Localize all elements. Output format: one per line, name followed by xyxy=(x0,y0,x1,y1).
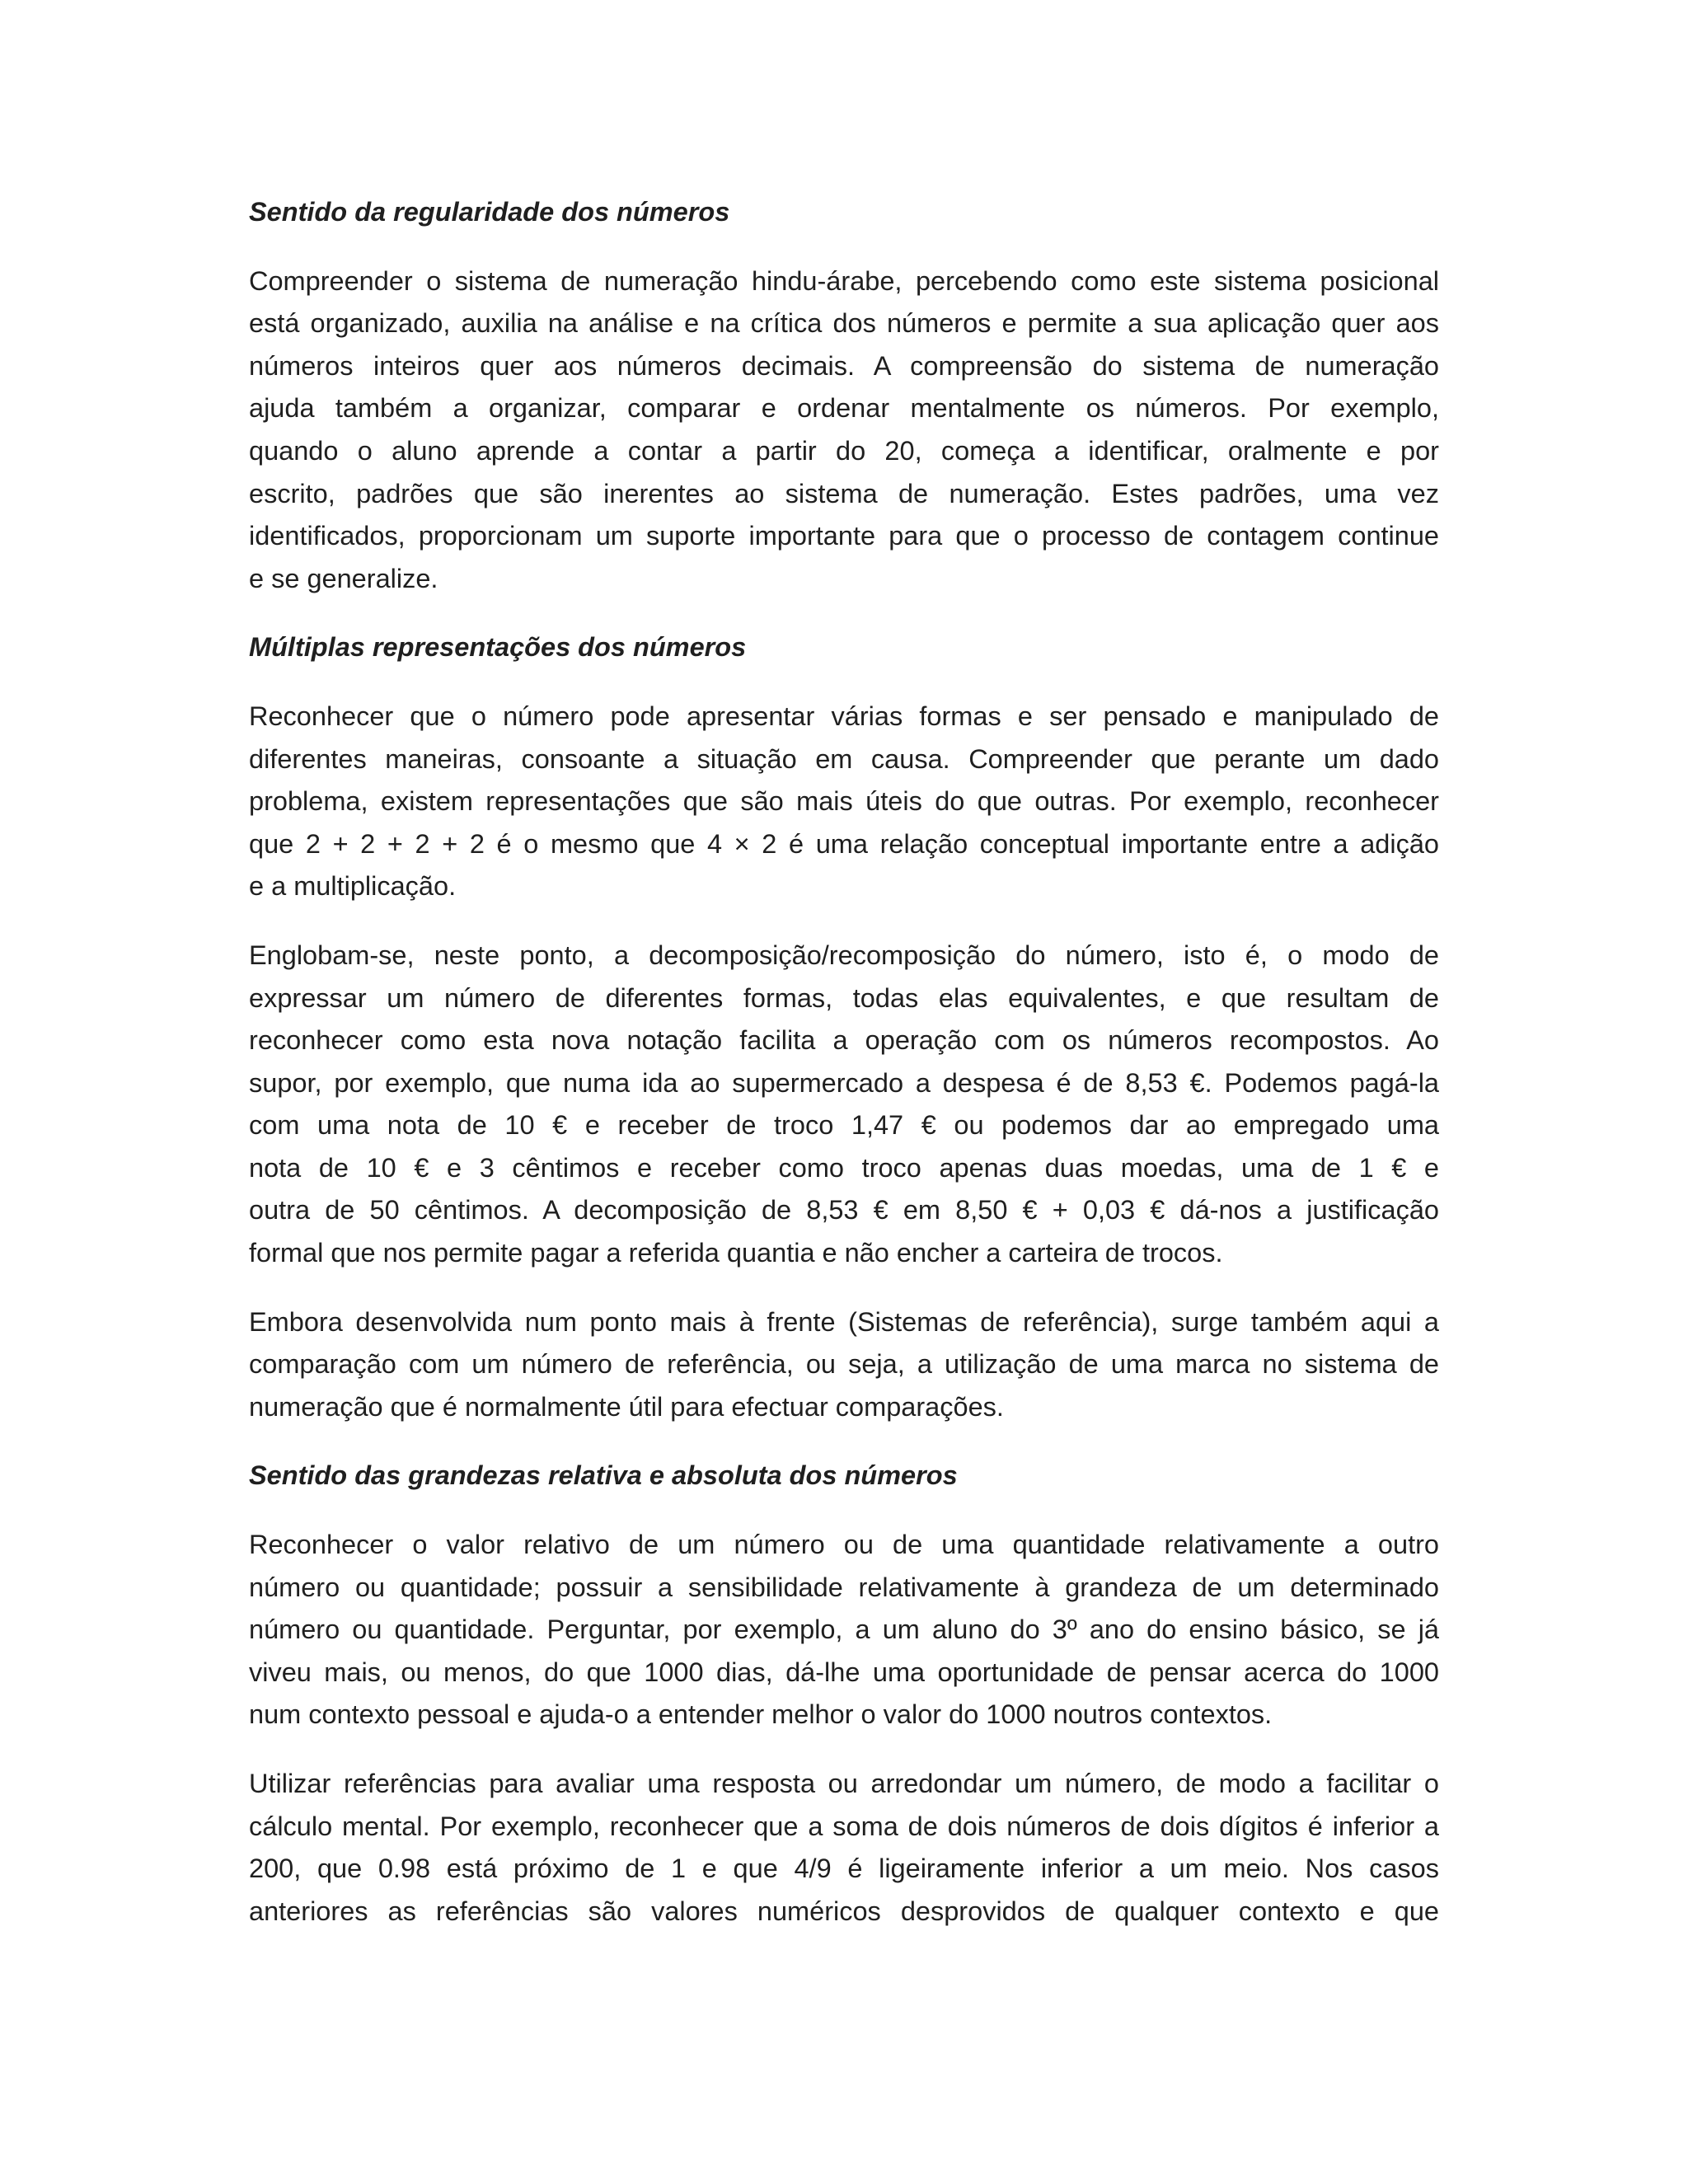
paragraph xyxy=(249,1524,1439,1736)
text-line: Englobam-se, neste ponto, a decomposição/recomposição do número, isto é, o modo de xyxy=(249,940,1439,970)
text-line: problema, existem representações que são mais úteis do que outras. Por exemplo, reconhecer xyxy=(249,786,1439,817)
text-line: número ou quantidade. Perguntar, por exemplo, a um aluno do 3º ano do ensino básico, se já xyxy=(249,1615,1439,1645)
text-line: que 2 + 2 + 2 + 2 é o mesmo que 4 × 2 é uma relação conceptual importante entre a adição xyxy=(249,828,1439,859)
text-line: anteriores as referências são valores numéricos desprovidos de qualquer contexto e que xyxy=(249,1896,1439,1926)
text-line: identificados, proporcionam um suporte importante para que o processo de contagem continue xyxy=(249,521,1439,551)
text-line: está organizado, auxilia na análise e na crítica dos números e permite a sua aplicação quer aos xyxy=(249,308,1439,339)
text-line: Reconhecer que o número pode apresentar várias formas e ser pensado e manipulado de xyxy=(249,701,1439,731)
section-heading: Múltiplas representações dos números xyxy=(249,632,747,663)
text-line: comparação com um número de referência, ou seja, a utilização de uma marca no sistema de xyxy=(249,1349,1439,1380)
text-line: nota de 10 € e 3 cêntimos e receber como troco apenas duas moedas, uma de 1 € e xyxy=(249,1152,1439,1183)
document-page xyxy=(249,191,1439,1933)
text-line: Compreender o sistema de numeração hindu-árabe, percebendo como este sistema posicional xyxy=(249,265,1439,296)
text-line: cálculo mental. Por exemplo, reconhecer que a soma de dois números de dois dígitos é inferior a xyxy=(249,1811,1439,1841)
text-line: ajuda também a organizar, comparar e ordenar mentalmente os números. Por exemplo, xyxy=(249,393,1439,424)
paragraph xyxy=(249,1763,1439,1933)
section-heading: Sentido da regularidade dos números xyxy=(249,197,730,227)
text-line: supor, por exemplo, que numa ida ao supermercado a despesa é de 8,53 €. Podemos pagá-la xyxy=(249,1067,1439,1098)
text-line: formal que nos permite pagar a referida quantia e não encher a carteira de trocos. xyxy=(249,1238,1223,1268)
text-line: escrito, padrões que são inerentes ao sistema de numeração. Estes padrões, uma vez xyxy=(249,478,1439,509)
text-line: e a multiplicação. xyxy=(249,871,457,902)
text-line: outra de 50 cêntimos. A decomposição de 8,53 € em 8,50 € + 0,03 € dá-nos a justificação xyxy=(249,1195,1439,1226)
text-line: quando o aluno aprende a contar a partir do 20, começa a identificar, oralmente e por xyxy=(249,435,1439,466)
text-line: reconhecer como esta nova notação facilita a operação com os números recompostos. Ao xyxy=(249,1025,1439,1056)
paragraph xyxy=(249,260,1439,601)
paragraph xyxy=(249,696,1439,908)
section-heading: Sentido das grandezas relativa e absoluta dos números xyxy=(249,1460,958,1491)
text-line: Utilizar referências para avaliar uma resposta ou arredondar um número, de modo a facilitar o xyxy=(249,1769,1439,1798)
text-line: número ou quantidade; possuir a sensibilidade relativamente à grandeza de um determinado xyxy=(249,1572,1439,1602)
text-line: expressar um número de diferentes formas, todas elas equivalentes, e que resultam de xyxy=(249,982,1439,1013)
text-line: num contexto pessoal e ajuda-o a entender melhor o valor do 1000 noutros contextos. xyxy=(249,1699,1273,1730)
text-line: números inteiros quer aos números decimais. A compreensão do sistema de numeração xyxy=(249,350,1439,381)
text-line: Reconhecer o valor relativo de um número ou de uma quantidade relativamente a outro xyxy=(249,1530,1439,1560)
text-line: numeração que é normalmente útil para efectuar comparações. xyxy=(249,1391,1004,1422)
text-line: com uma nota de 10 € e receber de troco 1,47 € ou podemos dar ao empregado uma xyxy=(249,1110,1439,1141)
paragraph xyxy=(249,1301,1439,1429)
text-line: diferentes maneiras, consoante a situação em causa. Compreender que perante um dado xyxy=(249,743,1439,774)
text-line: 200, que 0.98 está próximo de 1 e que 4/9 é ligeiramente inferior a um meio. Nos casos xyxy=(249,1854,1439,1884)
text-line: e se generalize. xyxy=(249,563,438,593)
text-line: viveu mais, ou menos, do que 1000 dias, dá-lhe uma oportunidade de pensar acerca do 1000 xyxy=(249,1657,1439,1687)
text-line: Embora desenvolvida num ponto mais à frente (Sistemas de referência), surge também aqui a xyxy=(249,1306,1439,1337)
paragraph xyxy=(249,935,1439,1275)
